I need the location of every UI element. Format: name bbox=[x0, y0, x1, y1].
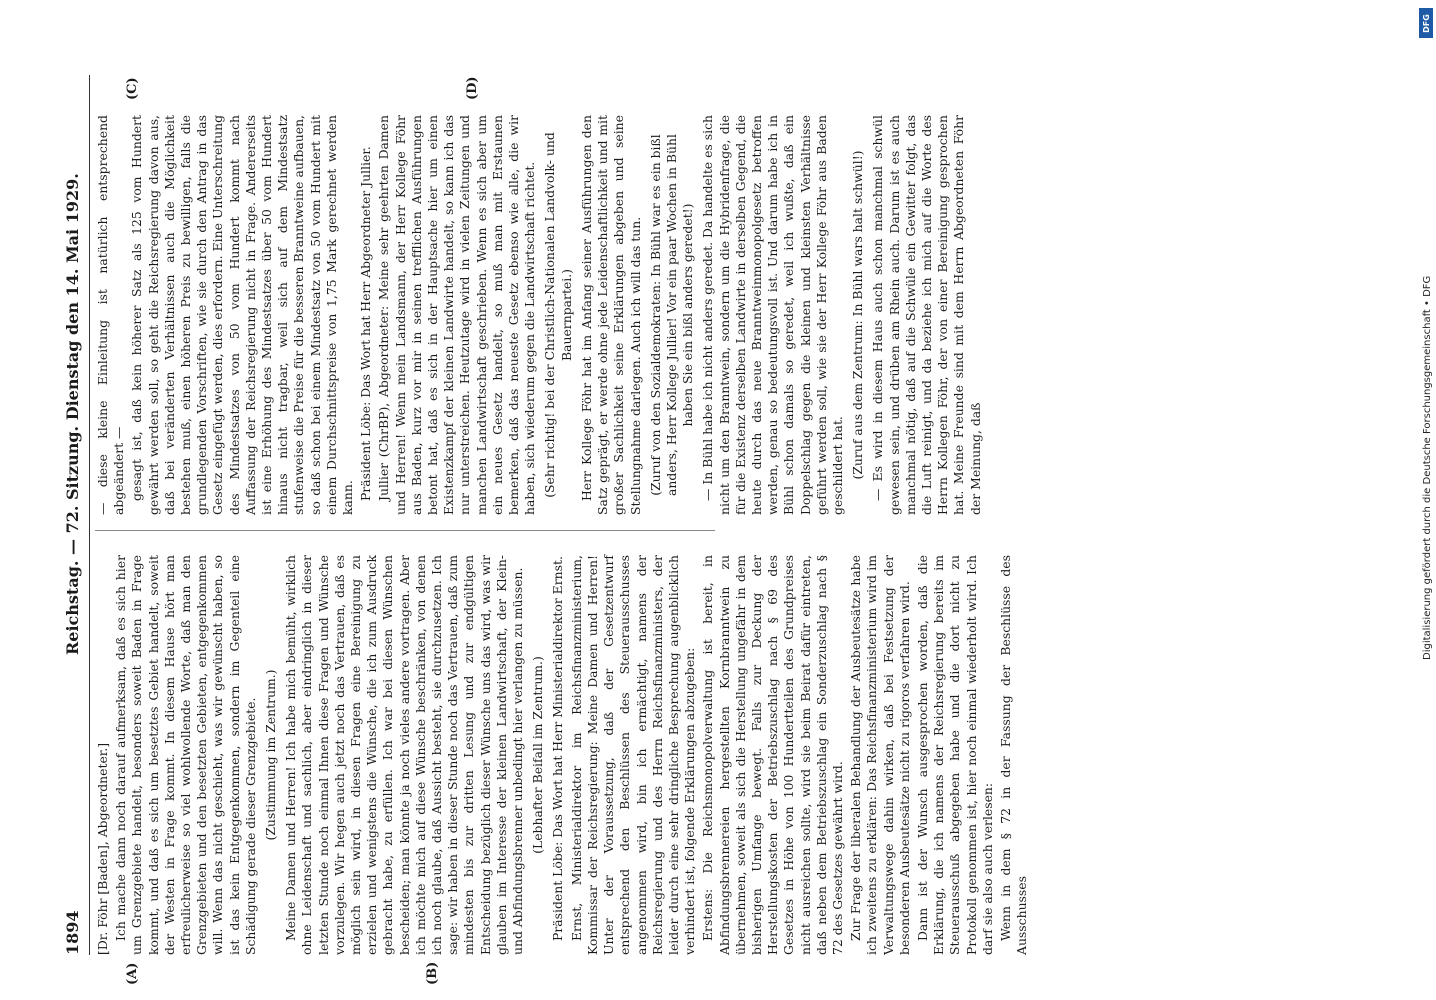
speaker-continuation: [Dr. Föhr [Baden], Abgeordneter.] bbox=[95, 742, 110, 955]
page-number: 1894 bbox=[63, 910, 82, 955]
right-column bbox=[95, 115, 983, 515]
margin-marker-d: (D) bbox=[465, 76, 480, 100]
margin-marker-b: (B) bbox=[425, 961, 440, 985]
page-header bbox=[55, 75, 87, 955]
interjection: (Zuruf aus dem Zentrum: In Bühl wars halt schwül!) bbox=[850, 150, 866, 480]
margin-marker-a: (A) bbox=[125, 962, 140, 985]
paragraph: gesagt ist, daß kein höherer Satz als 125 vom Hundert gewährt werden soll, so geht die Reichsregierung davon aus, daß bei veränderten Verhältnissen auch die Möglichkeit bestehen muß, einen höheren Preis zu bewilligen, falls die grundlegenden Vorschriften, wie sie durch den Antrag in das Gesetz eingefügt werden, dies erfordern. Eine Unterschreitung des Mindestsatzes von 50 vom Hundert kommt nach Auffassung der Reichsregierung nicht in Frage. Andererseits ist eine Erhöhung des Mindestsatzes über 50 vom Hundert hinaus nicht tragbar, weil sich auf dem Mindestsatz stufenweise die Preise für die besseren Branntweine aufbauen, so daß schon bei einem Mindestsatz von 50 vom Hundert mit einem Durchschnittspreise von 1,75 Mark gerechnet werden kann. bbox=[129, 115, 356, 515]
rotated-page-content bbox=[55, 75, 1030, 985]
interjection: (Zustimmung im Zentrum.) bbox=[263, 669, 279, 841]
interjection: (Lebhafter Beifall im Zentrum.) bbox=[530, 656, 546, 854]
paragraph: — Es wird in diesem Haus auch schon manchmal schwül gewesen sein, und drüben am Rhein auch. Darum ist es auch manchmal nötig, daß auf die Schwüle ein Gewitter folgt, das die Luft reinigt, und da beziehe ich mich auf die Worte des Herrn Kollegen Föhr, der von einer Bereinigung gesprochen hat. Meine Freunde sind mit dem Herrn Abgeordneten Föhr der Meinung, daß bbox=[870, 115, 983, 515]
margin-marker-c: (C) bbox=[125, 77, 140, 100]
paragraph: Jullier (ChrBP), Abgeordneter: Meine sehr geehrten Damen und Herren! Wenn mein Landsmann, der Herr Kollege Föhr aus Baden, kurz vor mir in seinen trefflichen Ausführungen betont hat, daß es sich in der Hauptsache hier um einen Existenzkampf der kleinen Landwirte handelt, so kann ich das nur unterstreichen. Heutzutage wird in vielen Zeitungen und manchen Landwirtschaft geschrieben. Wenn es sich aber um ein neues Gesetz handelt, so muß man mit Erstaunen bemerken, daß das neueste Gesetz ebenso wie alle, die wir haben, sich wiederum gegen die Landwirtschaft richtet. bbox=[376, 115, 538, 515]
paragraph: — In Bühl habe ich nicht anders geredet. Da handelte es sich nicht um den Branntwein, sondern um die Hybridenfrage, die für die Existenz derselben Landwirte in derselben Gegend, die heute durch das neue Branntweinmonopolgesetz betroffen werden, genau so bedeutungsvoll ist. Und darum habe ich in Bühl schon damals so geredet, weil ich wußte, daß ein Doppelschlag gegen die kleinen und kleinsten Verhältnisse geführt werden soll, wie sie der Herr Kollege Föhr aus Baden geschildert hat. bbox=[700, 115, 845, 515]
paragraph: Erstens: Die Reichsmonopolverwaltung ist bereit, in Abfindungsbrennereien hergestellten Kornbranntwein zu übernehmen, soweit als sich die Herstellung ungefähr in dem bisherigen Umfange bewegt. Falls zur Deckung der Herstellungskosten der Betriebszuschlag nach § 69 des Gesetzes in Höhe von 100 Hundertteilen des Grundpreises nicht ausreichen sollte, wird sie beim Beirat dafür eintreten, daß neben dem Betriebszuschlag ein Sonderzuschlag nach § 72 des Gesetzes gewährt wird. bbox=[700, 555, 845, 955]
paragraph: Dann ist der Wunsch ausgesprochen worden, daß die Erklärung, die ich namens der Reichsregierung bereits im Steuerausschuß abgegeben habe und die dort nicht zu Protokoll genommen ist, hier noch einmal wiederholt wird. Ich darf sie also auch verlesen: bbox=[914, 555, 995, 955]
paragraph: Ernst, Ministerialdirektor im Reichsfinanzministerium, Kommissar der Reichsregierung: Meine Damen und Herren! Unter der Voraussetzung, daß der Gesetzentwurf entsprechend den Beschlüssen des Steuerausschusses angenommen wird, bin ich ermächtigt, namens der Reichsregierung und des Herrn Reichsfinanzministers, der leider durch eine sehr dringliche Besprechung augenblicklich verhindert ist, folgende Erklärungen abzugeben: bbox=[568, 555, 698, 955]
interjection: (Zuruf von den Sozialdemokraten: In Bühl war es ein bißl anders, Herr Kollege Jullier! Vor ein paar Wochen in Bühl haben Sie ein bißl anders geredet!) bbox=[647, 134, 696, 496]
left-column bbox=[95, 555, 1030, 955]
paragraph: Wenn in dem § 72 in der Fassung der Beschlüsse des Ausschusses bbox=[997, 555, 1030, 955]
president-statement: Präsident Löbe: Das Wort hat Herr Abgeordneter Jullier. bbox=[358, 146, 374, 501]
paragraph: Meine Damen und Herren! Ich habe mich bemüht, wirklich ohne Leidenschaft und sachlich, aber eindringlich in dieser letzten Stunde noch einmal Ihnen diese Fragen und Wünsche vorzulegen. Wir hegen auch jetzt noch das Vertrauen, daß es möglich sein wird, in diesen Fragen eine Bereinigung zu erzielen und wenigstens die Wünsche, die ich zum Ausdruck gebracht habe, zu erfüllen. Ich war bei diesen Wünschen bescheiden; man könnte ja noch vieles andere vortragen. Aber ich möchte mich auf diese Wünsche beschränken, von denen ich noch glaube, daß Aussicht besteht, sie durchzusetzen. Ich sage: wir haben in dieser Stunde noch das Vertrauen, daß zum mindesten bis zur dritten Lesung und zur endgültigen Entscheidung bezüglich dieser Wünsche uns das wird, was wir glauben im Interesse der kleinen Landwirtschaft, der Klein- und Abfindungsbrenner unbedingt hier verlangen zu müssen. bbox=[283, 555, 526, 955]
paragraph: Ich mache dann noch darauf aufmerksam, daß es sich hier um Grenzgebiete handelt, besonders soweit Baden in Frage kommt, und daß es sich um besetztes Gebiet handelt, soweit der Westen in Frage kommt. In diesem Hause hört man erfreulicherweise so viel wohlwollende Worte, daß man den Grenzgebieten und den besetzten Gebieten, entgegenkommen will. Wenn das nicht geschieht, was wir gewünscht haben, so ist das kein Entgegenkommen, sondern im Gegenteil eine Schädigung gerade dieser Grenzgebiete. bbox=[113, 555, 258, 955]
paragraph: — diese kleine Einleitung ist natürlich entsprechend abgeändert — bbox=[95, 115, 127, 515]
dfg-logo: DFG bbox=[1419, 8, 1433, 38]
paragraph: Herr Kollege Föhr hat im Anfang seiner Ausführungen den Satz geprägt, er werde ohne jede Leidenschaftlichkeit und mit großer Sachlichkeit seine Erklärungen abgeben und seine Stellungnahme darlegen. Auch ich will das tun. bbox=[578, 115, 643, 515]
interjection: (Sehr richtig! bei der Christlich-Nationalen Landvolk- und Bauernpartei.) bbox=[542, 132, 574, 498]
president-statement: Präsident Löbe: Das Wort hat Herr Ministerialdirektor Ernst. bbox=[550, 556, 566, 941]
page-title: Reichstag. — 72. Sitzung. Dienstag den 14. Mai 1929. bbox=[63, 173, 82, 655]
header-rule bbox=[89, 75, 90, 955]
paragraph: Zur Frage der liberalen Behandlung der Ausbeutesätze habe ich zweitens zu erklären: Das Reichsfinanzministerium wird im Verwaltungswege dahin wirken, daß bei Festsetzung der besonderen Ausbeutesätze nicht zu rigoros verfahren wird. bbox=[848, 555, 912, 955]
funding-note: Digitalisierung gefördert durch die Deutsche Forschungsgemeinschaft • DFG bbox=[1422, 275, 1433, 660]
column-divider bbox=[95, 530, 715, 531]
